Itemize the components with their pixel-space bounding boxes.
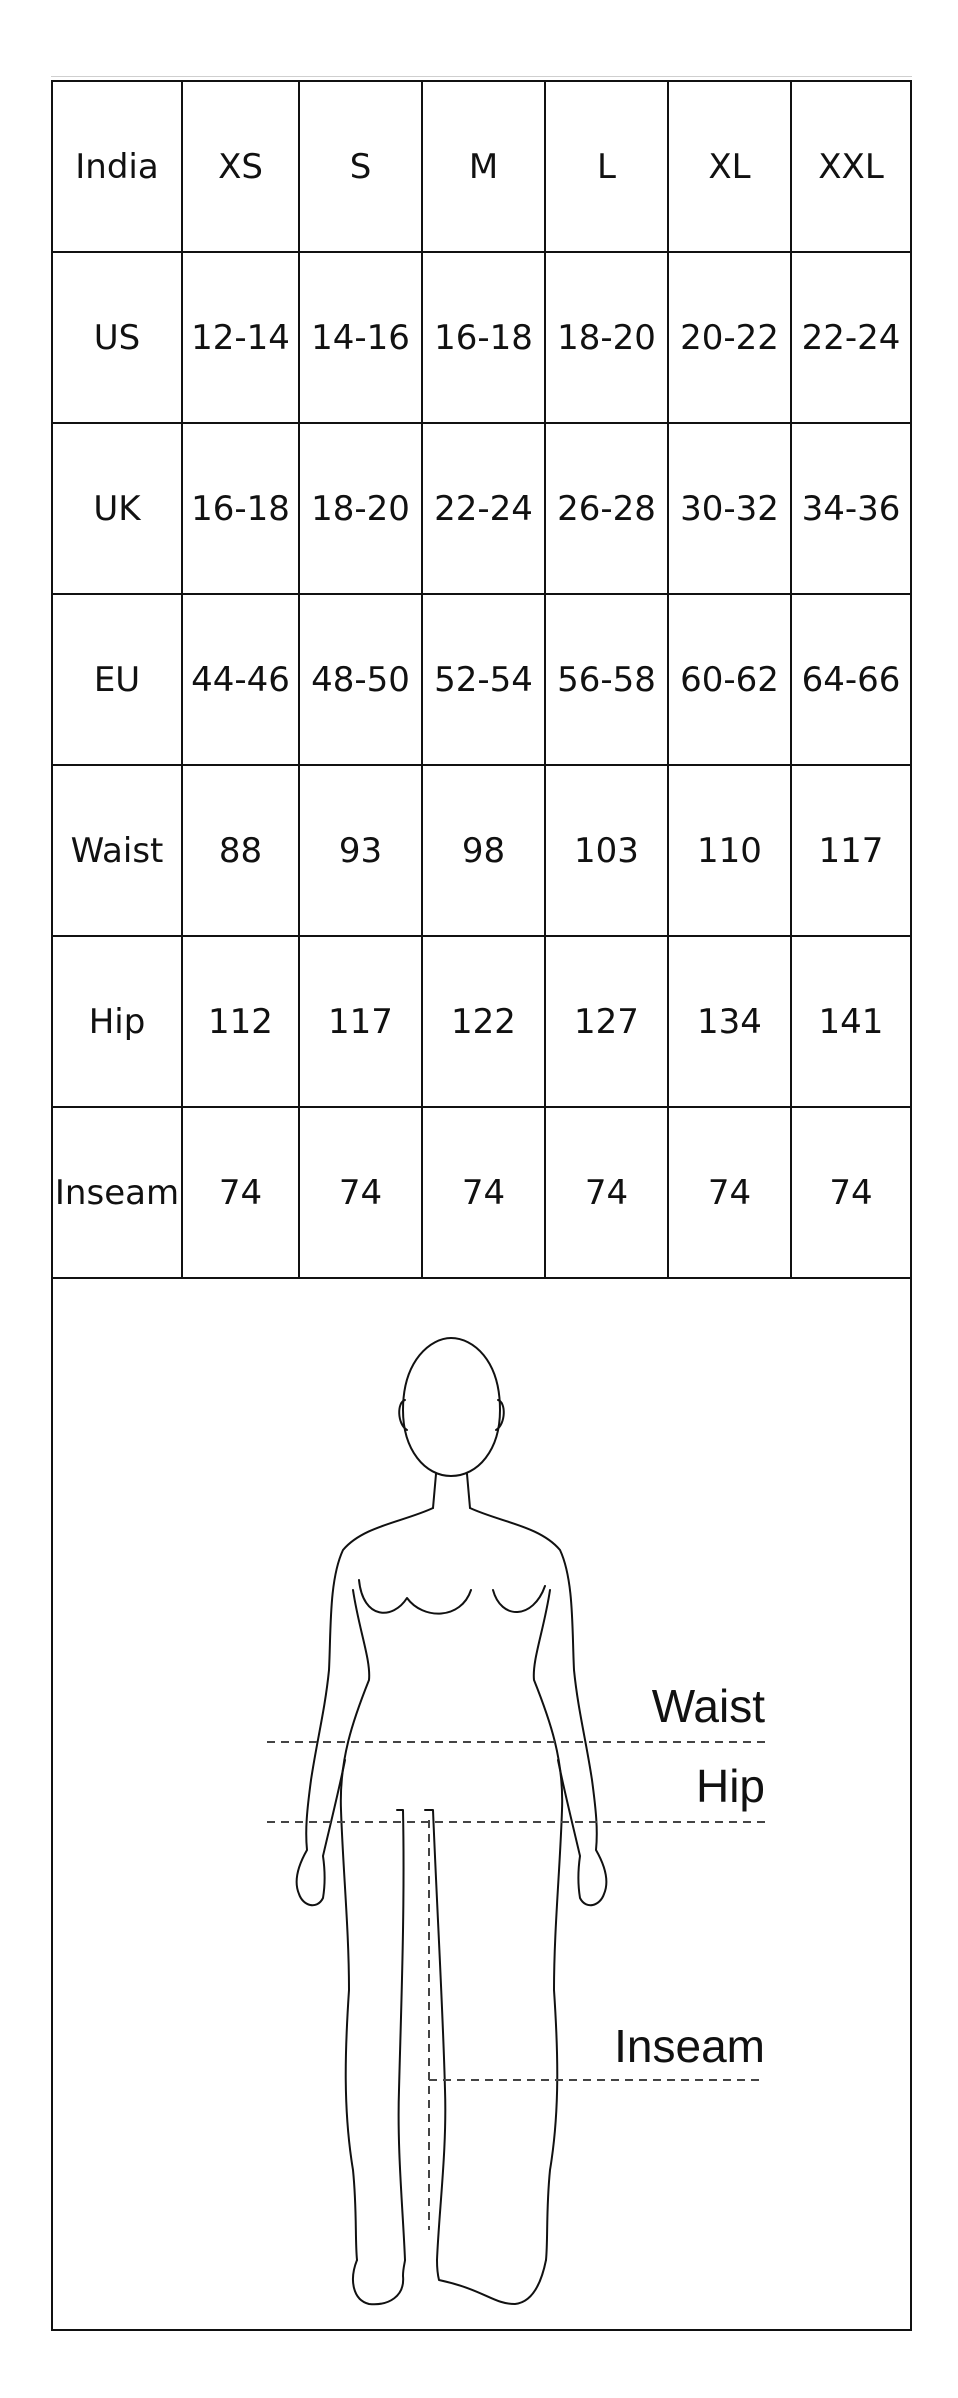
row-label-cell: EU	[53, 594, 182, 765]
table-cell: 103	[545, 765, 668, 936]
waist-label: Waist	[651, 1680, 765, 1732]
foot-left	[353, 2260, 405, 2304]
table-row	[53, 936, 910, 1107]
header-cell: XL	[668, 82, 791, 252]
row-label-cell: UK	[53, 423, 182, 594]
table-cell: 88	[182, 765, 299, 936]
torso-right	[534, 1590, 562, 2260]
table-cell: 98	[422, 765, 545, 936]
table-cell: 60-62	[668, 594, 791, 765]
table-cell: 74	[545, 1107, 668, 1278]
table-cell: 22-24	[422, 423, 545, 594]
table-cell: 16-18	[422, 252, 545, 423]
bust-outline	[359, 1580, 545, 1614]
table-cell: 134	[668, 936, 791, 1107]
header-cell: India	[53, 82, 182, 252]
table-cell: 26-28	[545, 423, 668, 594]
table-cell: 74	[791, 1107, 910, 1278]
leg-inner-left	[397, 1810, 405, 2260]
table-cell: 127	[545, 936, 668, 1107]
inseam-label: Inseam	[614, 2020, 765, 2072]
neck-outline	[433, 1474, 470, 1508]
row-label-cell: Hip	[53, 936, 182, 1107]
size-table-body	[53, 82, 910, 1278]
table-cell: 117	[791, 765, 910, 936]
header-cell: M	[422, 82, 545, 252]
head-outline	[403, 1338, 500, 1476]
female-body-outline-icon	[53, 1290, 910, 2329]
table-row	[53, 594, 910, 765]
table-cell: 18-20	[545, 252, 668, 423]
table-cell: 93	[299, 765, 422, 936]
row-label-cell: US	[53, 252, 182, 423]
table-cell: 117	[299, 936, 422, 1107]
table-cell: 74	[422, 1107, 545, 1278]
header-cell: XS	[182, 82, 299, 252]
table-cell: 20-22	[668, 252, 791, 423]
table-row	[53, 765, 910, 936]
table-row	[53, 1107, 910, 1278]
table-cell: 34-36	[791, 423, 910, 594]
table-cell: 122	[422, 936, 545, 1107]
table-cell: 74	[182, 1107, 299, 1278]
size-chart-sheet	[51, 80, 912, 2331]
table-cell: 64-66	[791, 594, 910, 765]
table-row	[53, 423, 910, 594]
table-cell: 110	[668, 765, 791, 936]
table-cell: 74	[668, 1107, 791, 1278]
row-label-cell: Waist	[53, 765, 182, 936]
header-cell: L	[545, 82, 668, 252]
row-label-cell: Inseam	[53, 1107, 182, 1278]
hip-label: Hip	[695, 1760, 765, 1812]
table-cell: 44-46	[182, 594, 299, 765]
size-table	[53, 82, 910, 1279]
table-cell: 18-20	[299, 423, 422, 594]
header-cell: XXL	[791, 82, 910, 252]
table-cell: 22-24	[791, 252, 910, 423]
body-left-outline	[297, 1508, 433, 1905]
table-cell: 52-54	[422, 594, 545, 765]
table-cell: 141	[791, 936, 910, 1107]
measurement-figure	[53, 1290, 910, 2329]
table-cell: 12-14	[182, 252, 299, 423]
torso-left	[341, 1590, 369, 2260]
table-cell: 56-58	[545, 594, 668, 765]
table-cell: 30-32	[668, 423, 791, 594]
table-cell: 112	[182, 936, 299, 1107]
table-cell: 48-50	[299, 594, 422, 765]
table-cell: 74	[299, 1107, 422, 1278]
table-row-header	[53, 82, 910, 252]
foot-right	[437, 2260, 546, 2304]
body-right-outline	[470, 1508, 606, 1905]
table-row	[53, 252, 910, 423]
table-cell: 16-18	[182, 423, 299, 594]
table-cell: 14-16	[299, 252, 422, 423]
header-cell: S	[299, 82, 422, 252]
